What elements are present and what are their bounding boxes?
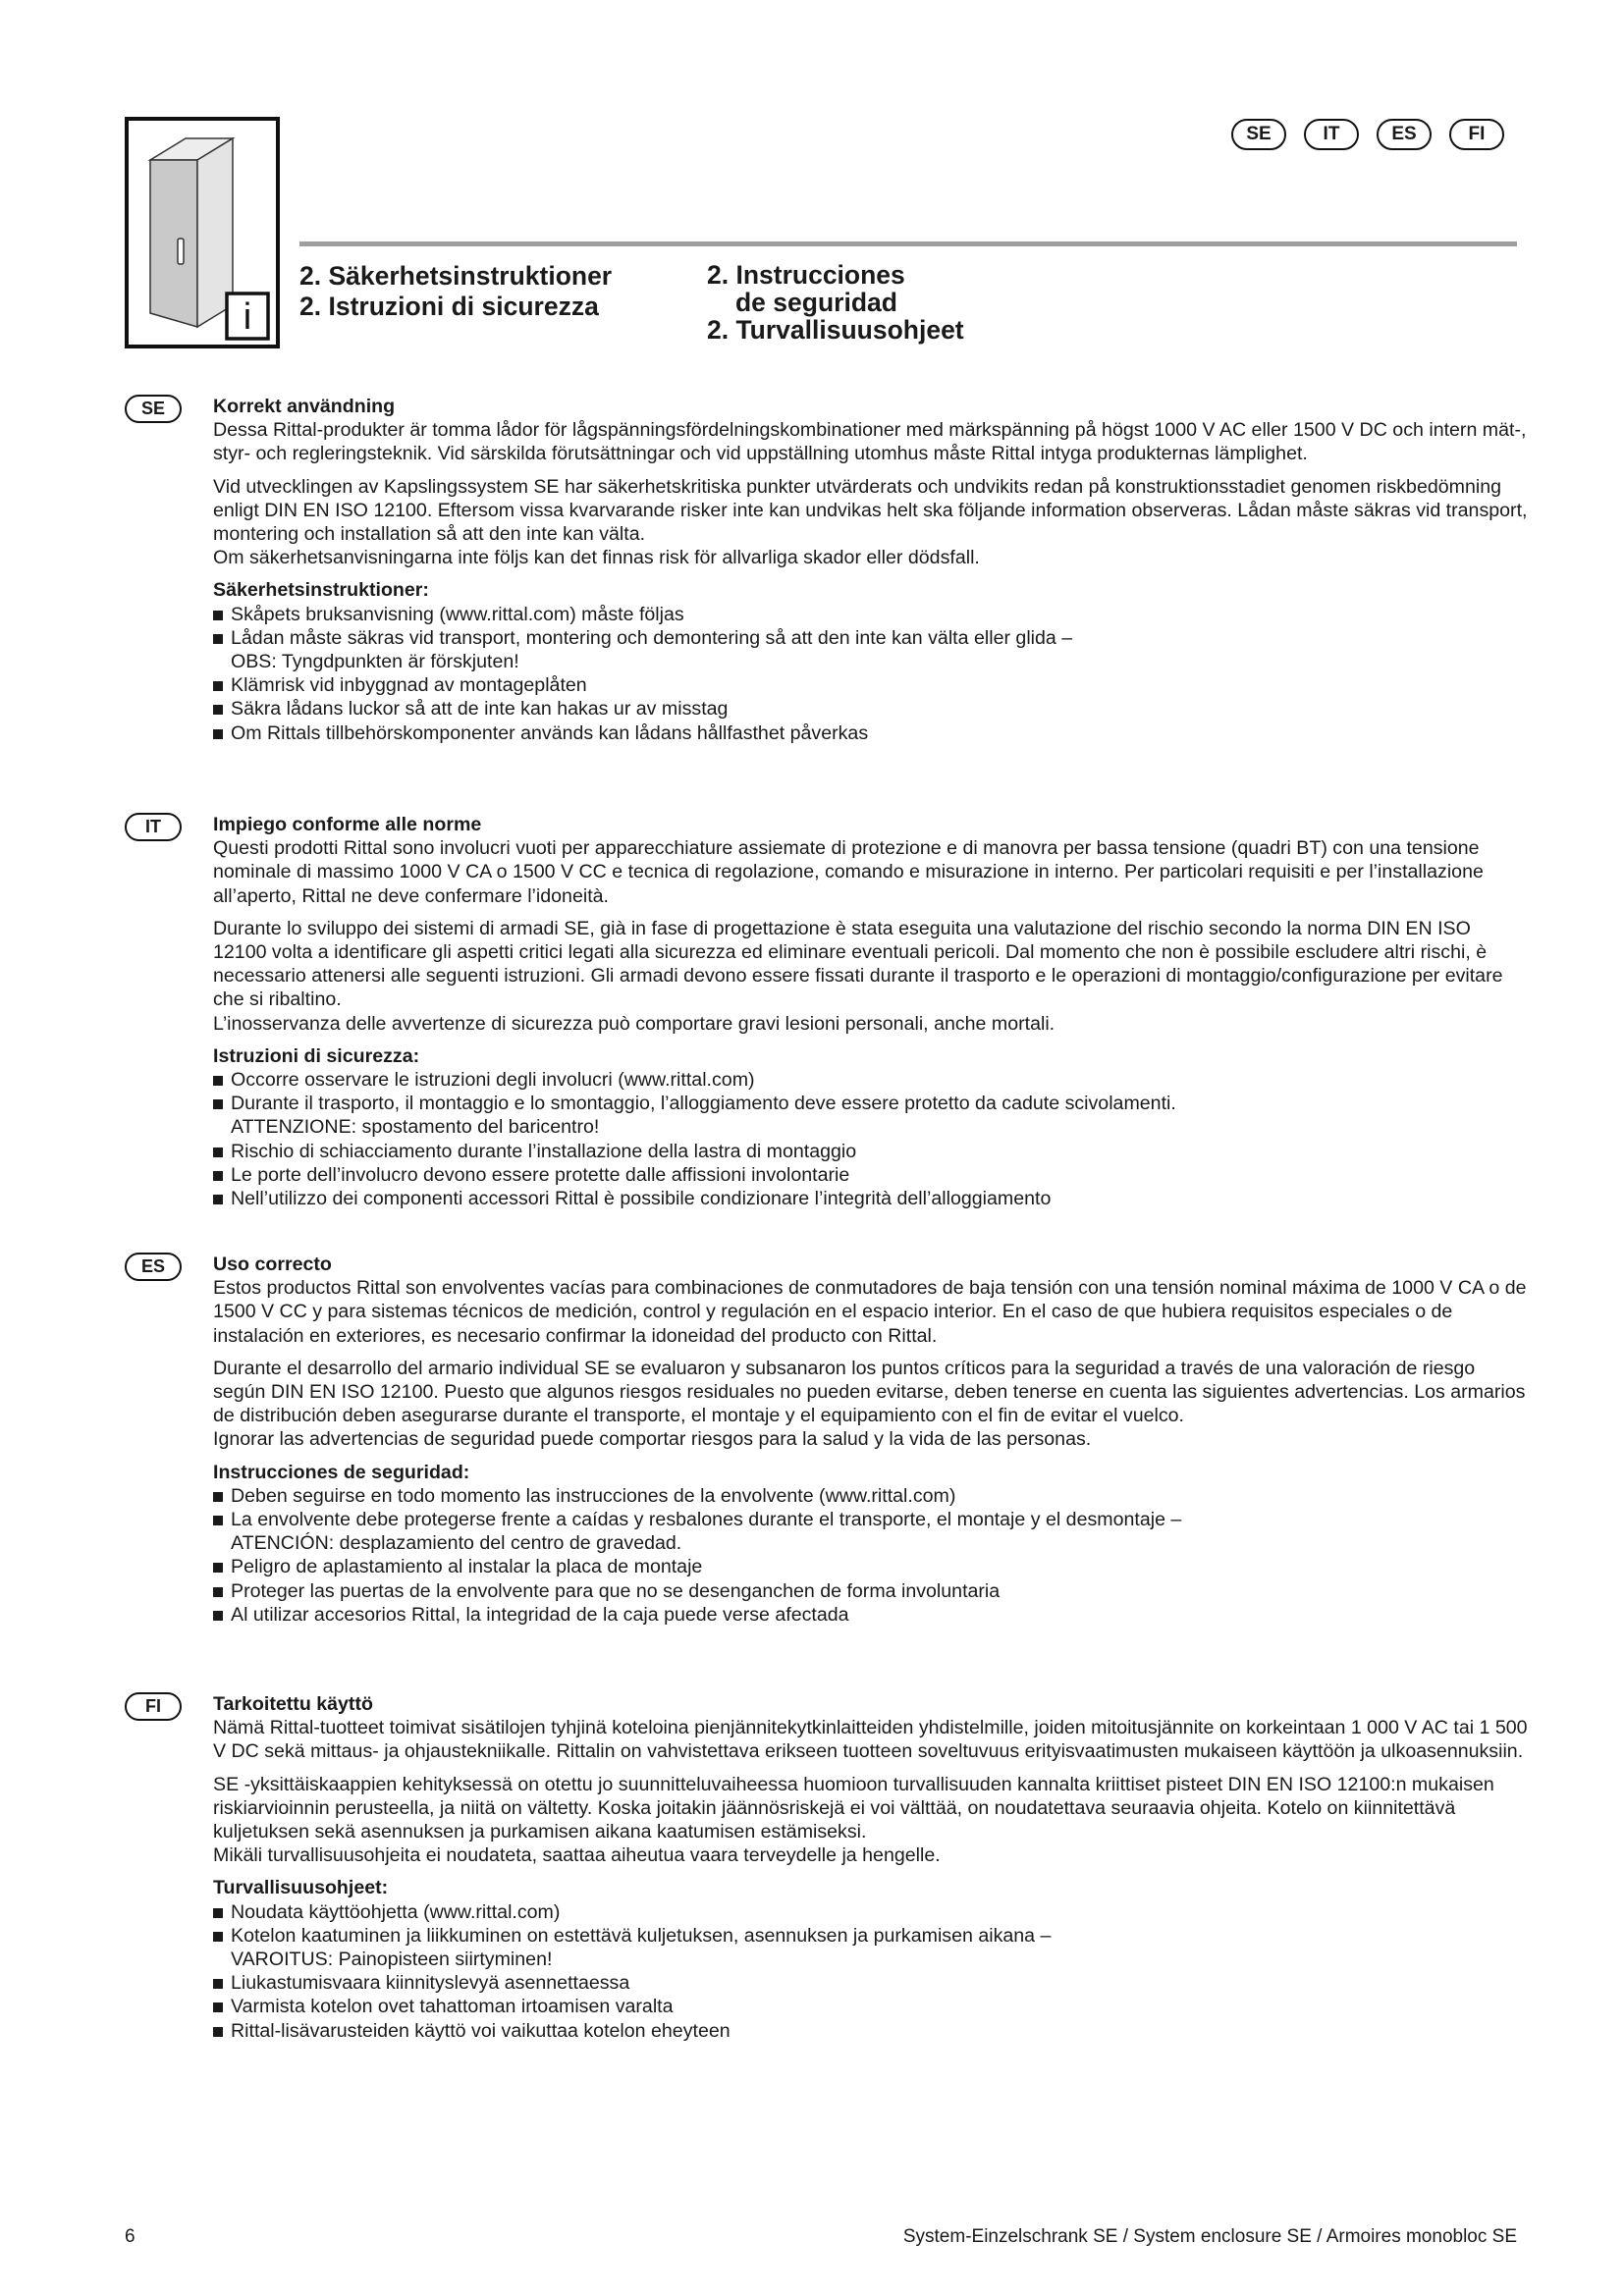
heading-es-line1: 2. Instrucciones	[707, 260, 905, 290]
list-item-note: ATTENZIONE: spostamento del baricentro!	[231, 1116, 600, 1139]
list-item: Om Rittals tillbehörskomponenter används kan lådans hållfasthet påverkas	[213, 721, 1529, 745]
paragraph: Nämä Rittal-tuotteet toimivat sisätilojen tyhjinä koteloina pienjännitekytkinlaitteiden yhdistelmille, joiden mitoitusjännite on korkeintaan 1 000 V AC tai 1 500 V DC sekä mittaus- ja ohjaustekniikalle. Rittalin on vahvistettava erikseen tuotteen soveltuvuus erityisvaatimusten mukaiseen käyttöön ja ulkoasennuksiin.	[213, 1717, 1528, 1763]
list-item: Deben seguirse en todo momento las instrucciones de la envolvente (www.rittal.com)	[213, 1484, 1529, 1508]
safety-title: Istruzioni di sicurezza:	[213, 1044, 420, 1067]
lang-badge-es: ES	[1377, 119, 1432, 150]
list-item: Skåpets bruksanvisning (www.rittal.com) måste följas	[213, 603, 1529, 626]
section-badge-fi: FI	[125, 1692, 182, 1721]
header-rule	[299, 241, 1517, 246]
paragraph: Durante el desarrollo del armario individual SE se evaluaron y subsanaron los puntos críticos para la seguridad a través de una valoración de riesgo según DIN EN ISO 12100. Puesto que algunos riesgos residuales no pueden evitarse, deben tenerse en cuenta las siguientes advertencias. Los armarios de distribución deben asegurarse durante el transporte, el montaje y el equipamiento con el fin de evitar el vuelco.	[213, 1357, 1526, 1427]
paragraph: L’inosservanza delle avvertenze di sicurezza può comportare gravi lesioni personali, anche mortali.	[213, 1012, 1056, 1035]
language-badges	[1231, 119, 1504, 150]
lang-badge-se: SE	[1231, 119, 1286, 150]
safety-title: Turvallisuusohjeet:	[213, 1877, 389, 1899]
list-item: Säkra lådans luckor så att de inte kan hakas ur av misstag	[213, 697, 1529, 721]
list-item: Liukastumisvaara kiinnityslevyä asennettaessa	[213, 1971, 1529, 1995]
heading-column-right	[707, 261, 964, 344]
list-item	[213, 626, 1529, 650]
lang-badge-fi: FI	[1449, 119, 1504, 150]
section-title: Tarkoitettu käyttö	[213, 1693, 373, 1715]
section-badge-se: SE	[125, 395, 182, 423]
section-body	[213, 813, 1529, 1210]
cabinet-illustration	[129, 121, 276, 345]
cabinet-info-icon	[125, 117, 280, 348]
paragraph: Om säkerhetsanvisningarna inte följs kan det finnas risk för allvarliga skador eller dödsfall.	[213, 547, 980, 569]
footer-text: System-Einzelschrank SE / System enclosure SE / Armoires monobloc SE	[902, 2226, 1517, 2247]
info-letter: i	[243, 296, 252, 338]
heading-se: 2. Säkerhetsinstruktioner	[299, 261, 613, 291]
heading-column-left	[299, 261, 612, 322]
list-item	[213, 1508, 1529, 1531]
section-badge-it: IT	[125, 813, 182, 841]
safety-title: Säkerhetsinstruktioner:	[213, 579, 429, 602]
list-item: Rischio di schiacciamento durante l’installazione della lastra di montaggio	[213, 1140, 1529, 1163]
list-item	[213, 1924, 1529, 1948]
safety-title: Instrucciones de seguridad:	[213, 1461, 470, 1483]
page-number: 6	[125, 2226, 135, 2247]
section-body	[213, 1253, 1529, 1627]
heading-it: 2. Istruzioni di sicurezza	[299, 292, 599, 321]
section-title: Korrekt användning	[213, 396, 396, 417]
heading-fi: 2. Turvallisuusohjeet	[707, 315, 964, 345]
paragraph: Mikäli turvallisuusohjeita ei noudateta, saattaa aiheutua vaara terveydelle ja hengelle.	[213, 1844, 941, 1867]
safety-list	[213, 1068, 1529, 1210]
list-item: Al utilizar accesorios Rittal, la integridad de la caja puede verse afectada	[213, 1603, 1529, 1627]
paragraph: Questi prodotti Rittal sono involucri vuoti per apparecchiature assiemate di protezione e di manovra per bassa tensione (quadri BT) con una tensione nominale di massimo 1000 V CA o 1500 V CC e tecnica di regolazione, comando e misurazione in interno. Per particolari requisiti e per l’installazione all’aperto, Rittal ne deve confermare l’idoneità.	[213, 837, 1484, 907]
paragraph: Dessa Rittal-produkter är tomma lådor för lågspänningsfördelningskombinationer med märkspänning på högst 1000 V AC eller 1500 V DC och intern mät-, styr- och regleringsteknik. Vid särskilda förutsättningar och vid uppställning utomhus måste Rittal intyga produkternas lämplighet.	[213, 419, 1527, 465]
list-item-note: ATENCIÓN: desplazamiento del centro de gravedad.	[231, 1532, 682, 1555]
lang-badge-it: IT	[1304, 119, 1359, 150]
list-item: Rittal-lisävarusteiden käyttö voi vaikuttaa kotelon eheyteen	[213, 2019, 1529, 2043]
list-item-text: Lådan måste säkras vid transport, montering och demontering så att den inte kan välta eller glida –	[231, 626, 1073, 649]
section-title: Uso correcto	[213, 1254, 332, 1275]
safety-list	[213, 603, 1529, 745]
paragraph: Durante lo sviluppo dei sistemi di armadi SE, già in fase di progettazione è stata eseguita una valutazione del rischio secondo la norma DIN EN ISO 12100 volta a identificare gli aspetti critici legati alla sicurezza ed eliminare eventuali pericoli. Dal momento che non è possibile escludere altri rischi, è necessario attenersi alle seguenti istruzioni. Gli armadi devono essere fissati durante il trasporto e le operazioni di montaggio/configurazione per evitare che si ribaltino.	[213, 917, 1503, 1011]
list-item: Nell’utilizzo dei componenti accessori Rittal è possibile condizionare l’integrità dell’alloggiamento	[213, 1187, 1529, 1210]
list-item: Occorre osservare le istruzioni degli involucri (www.rittal.com)	[213, 1068, 1529, 1092]
paragraph: SE -yksittäiskaappien kehityksessä on otettu jo suunnitteluvaiheessa huomioon turvallisuuden kannalta kriittiset pisteet DIN EN ISO 12100:n mukaisen riskiarvioinnin perusteella, ja niitä on vältetty. Koska joitakin jäännösriskejä ei voi välttää, on noudatettava seuraavia ohjeita. Kotelo on kiinnitettävä kuljetuksen sekä asennuksen ja purkamisen aikana kaatumisen estämiseksi.	[213, 1773, 1494, 1843]
list-item: Le porte dell’involucro devono essere protette dalle affissioni involontarie	[213, 1163, 1529, 1187]
list-item-text: Durante il trasporto, il montaggio e lo smontaggio, l’alloggiamento deve essere protetto da cadute scivolamenti.	[231, 1093, 1176, 1115]
list-item-text: Kotelon kaatuminen ja liikkuminen on estettävä kuljetuksen, asennuksen ja purkamisen aikana –	[231, 1924, 1052, 1947]
paragraph: Estos productos Rittal son envolventes vacías para combinaciones de conmutadores de baja tensión con una tensión nominal máxima de 1000 V CA o de 1500 V CC y para sistemas técnicos de medición, control y regulación en el espacio interior. En el caso de que hubiera requisitos especiales o de instalación en exteriores, es necesario confirmar la idoneidad del producto con Rittal.	[213, 1277, 1527, 1347]
list-item: Proteger las puertas de la envolvente para que no se desenganchen de forma involuntaria	[213, 1579, 1529, 1603]
paragraph: Ignorar las advertencias de seguridad puede comportar riesgos para la salud y la vida de las personas.	[213, 1428, 1092, 1451]
paragraph: Vid utvecklingen av Kapslingssystem SE har säkerhetskritiska punkter utvärderats och undvikits redan på konstruktionsstadiet genomen riskbedömning enligt DIN EN ISO 12100. Eftersom vissa kvarvarande risker inte kan undvikas helt ska följande information observeras. Lådan måste säkras vid transport, montering och installation så att den inte kan välta.	[213, 475, 1528, 546]
list-item: Klämrisk vid inbyggnad av montageplåten	[213, 673, 1529, 697]
list-item: Peligro de aplastamiento al instalar la placa de montaje	[213, 1555, 1529, 1578]
list-item: Noudata käyttöohjetta (www.rittal.com)	[213, 1900, 1529, 1924]
list-item: Varmista kotelon ovet tahattoman irtoamisen varalta	[213, 1995, 1529, 2018]
section-body	[213, 395, 1529, 745]
heading-es-line2: de seguridad	[735, 288, 897, 317]
list-item	[213, 1092, 1529, 1115]
safety-list	[213, 1900, 1529, 2043]
section-badge-es: ES	[125, 1253, 182, 1281]
section-title: Impiego conforme alle norme	[213, 814, 482, 835]
section-body	[213, 1692, 1529, 2043]
list-item-text: La envolvente debe protegerse frente a caídas y resbalones durante el transporte, el montaje y el desmontaje –	[231, 1509, 1182, 1531]
safety-list	[213, 1484, 1529, 1627]
list-item-note: OBS: Tyngdpunkten är förskjuten!	[231, 651, 519, 673]
list-item-note: VAROITUS: Painopisteen siirtyminen!	[231, 1949, 553, 1971]
